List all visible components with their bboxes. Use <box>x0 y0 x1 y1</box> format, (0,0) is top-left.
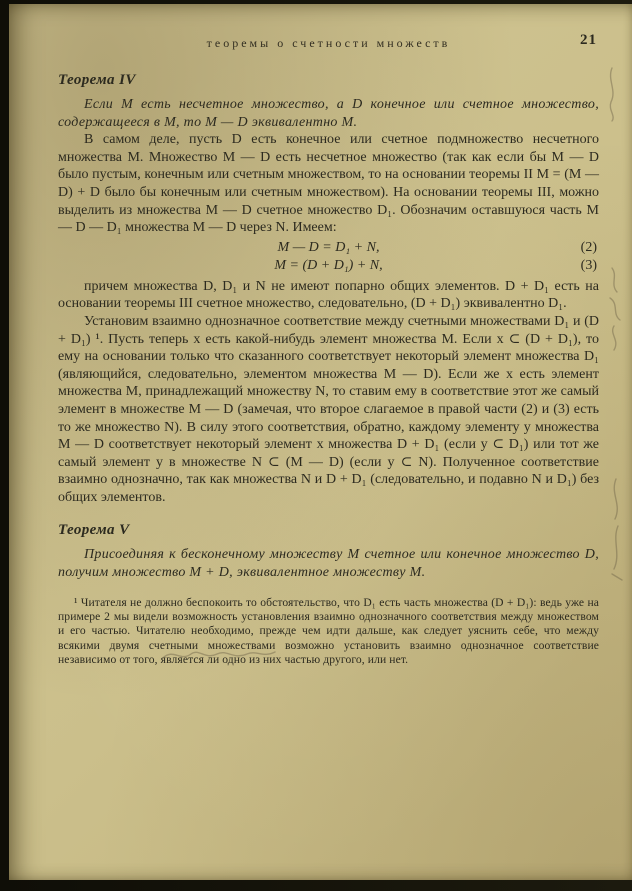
paragraph-2: причем множества D, D₁ и N не имеют попарно общих элементов. D + D₁ есть на основании теоремы III счетное множество, следовательно, (D + D₁) эквивалентно D₁. <box>58 278 599 312</box>
footnote: ¹ Читателя не должно беспокоить то обстоятельство, что D₁ есть часть множества (D + D₁): ведь уже на примере 2 мы видели возможность установления взаимно однозначного соответствия между множеством и его частью. Читателю необходимо, прежде чем идти дальше, как следует уяснить себе, что между всякими двумя счетными множествами возможно установить взаимно однозначное соответствие независимо от того, является ли одно из них частью другого, или нет. <box>58 595 599 667</box>
paragraph-1: В самом деле, пусть D есть конечное или счетное подмножество несчетного множества М. Множество М — D есть несчетное множество (так как если бы М — D было пустым, конечным или счетным множеством, то на основании теоремы II М = (М — D) + D было бы конечным или счетным множеством). На основании теоремы III, можно выделить из множества М — D счетное множество D₁. Обозначим оставшуюся часть М — D — D₁ множества М — D через N. Имеем: <box>58 132 599 236</box>
page-number: 21 <box>580 32 597 48</box>
theorem-4-heading: Теорема IV <box>58 72 136 88</box>
equation-2 <box>58 239 599 257</box>
equation-3-body: М = (D + D₁) + N, <box>274 257 383 273</box>
page-content <box>9 4 632 880</box>
equation-2-number: (2) <box>580 239 597 255</box>
theorem-4-statement: Если М есть несчетное множество, а D конечное или счетное множество, содержащееся в М, то М — D эквивалентно М. <box>58 97 599 130</box>
equation-3-number: (3) <box>580 257 597 273</box>
theorem-5-statement: Присоединяя к бесконечному множеству М счетное или конечное множество D, получим множество М + D, эквивалентное множеству М. <box>58 547 599 581</box>
equation-2-body: М — D = D₁ + N, <box>277 239 380 255</box>
equation-3 <box>58 257 599 275</box>
running-title: теоремы о счетности множеств <box>206 36 451 50</box>
theorem-5-heading: Теорема V <box>58 522 130 539</box>
equation-block <box>58 239 599 275</box>
running-head <box>58 34 599 52</box>
paragraph-3: Установим взаимно однозначное соответствие между счетными множествами D₁ и (D + D₁) ¹. Пусть теперь х есть какой-нибудь элемент множества М. Если х ⊂ (D + D₁), то ему на основании только что сказанного соответствует некоторый элемент множества D₁ (являющийся, следовательно, элементом множества М — D). Если же х есть элемент множества М, принадлежащий множеству N, то ставим ему в соответствие этот же самый элемент в множестве М — D (замечая, что второе слагаемое в правой части (2) и (3) есть то же множество N). В силу этого соответствия, обратно, каждому элементу у множества М — D соответствует некоторый элемент х множества D + D₁ (если у ⊂ D₁) или тот же самый элемент у в множестве N ⊂ (М — D) (если у ⊂ N). Полученное соответствие взаимно однозначно, так как множества N и D + D₁ (следовательно, и подавно N и D₁) без общих элементов. <box>58 313 599 505</box>
book-page <box>9 4 632 880</box>
